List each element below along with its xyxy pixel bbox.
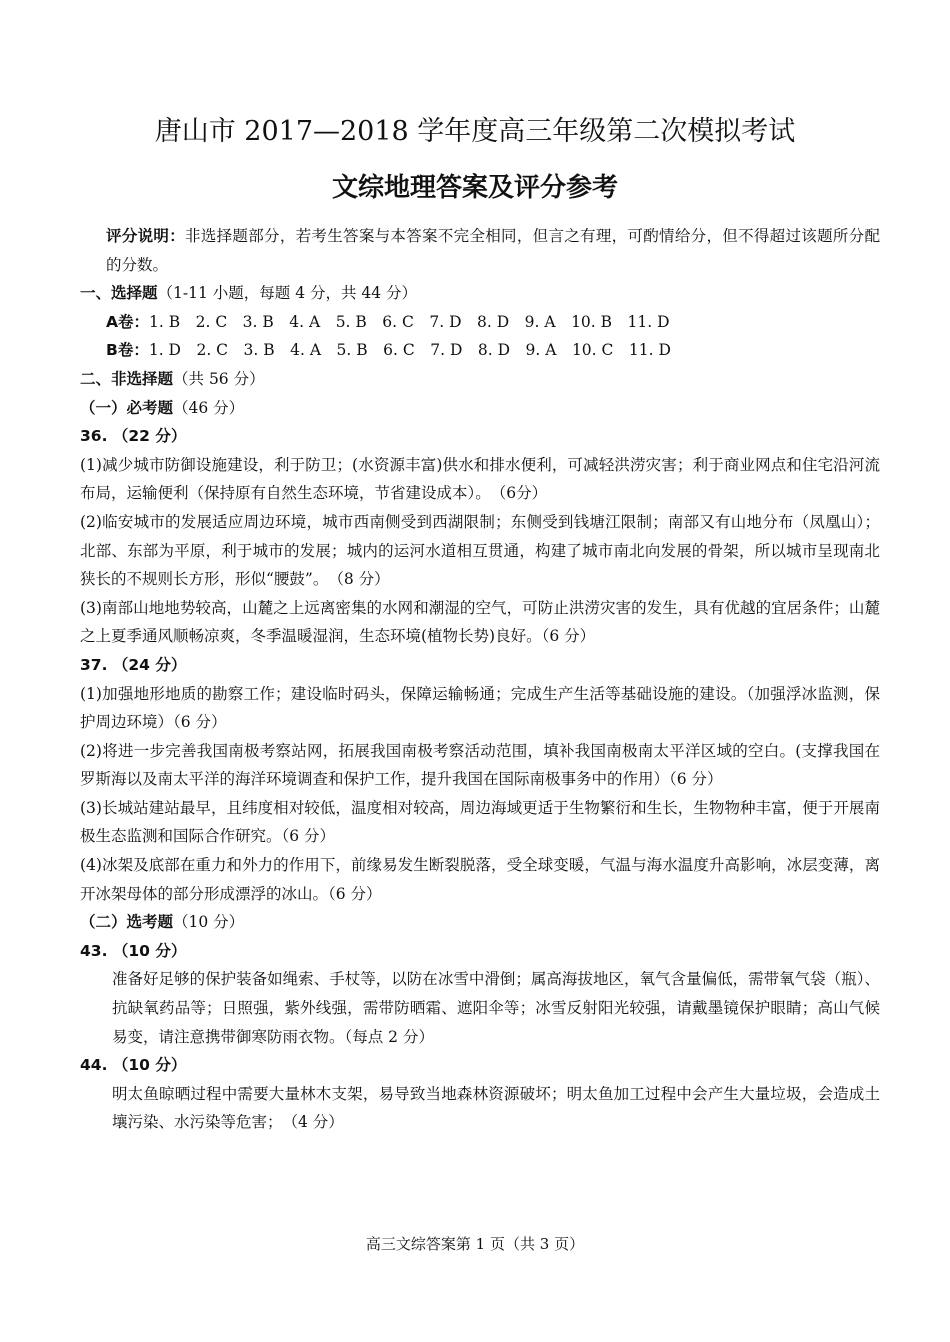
scoring-note-label: 评分说明：	[106, 227, 186, 245]
section-nonchoice-heading: 二、非选择题（共 56 分）	[80, 369, 265, 388]
document-title: 唐山市 2017—2018 学年度高三年级第二次模拟考试	[154, 116, 796, 147]
question-43-heading: 43. （10 分）	[80, 941, 187, 960]
question-43-answer: 准备好足够的保护装备如绳索、手杖等，以防在冰雪中滑倒；属高海拔地区，氧气含量偏低，需带氧气袋（瓶）、抗缺氧药品等；日照强，紫外线强，需带防晒霜、遮阳伞等；冰雪反射阳光较强，请戴墨镜保护眼睛；高山气候易变，请注意携带御寒防雨衣物。（每点 2 分）	[112, 970, 880, 1046]
question-36-part-3: (3)南部山地地势较高，山麓之上远离密集的水网和潮湿的空气，可防止洪涝灾害的发生，具有优越的宜居条件；山麓之上夏季通风顺畅凉爽，冬季温暖湿润，生态环境(植物长势)良好。（6 分）	[80, 598, 880, 646]
optional-heading: （二）选考题（10 分）	[80, 913, 245, 932]
document-subtitle: 文综地理答案及评分参考	[331, 173, 618, 203]
question-37-heading: 37. （24 分）	[80, 655, 187, 674]
question-37-part-1: (1)加强地形地质的勘察工作；建设临时码头，保障运输畅通；完成生产生活等基础设施的建设。（加强浮冰监测，保护周边环境）（6 分）	[80, 684, 880, 732]
answers-paper-b: B卷：1. D 2. C 3. B 4. A 5. B 6. C 7. D 8. D 9. A 10. C 11. D	[106, 341, 671, 360]
document-body	[80, 222, 880, 1137]
question-37-part-4: (4)冰架及底部在重力和外力的作用下，前缘易发生断裂脱落，受全球变暖，气温与海水温度升高影响，冰层变薄，离开冰架母体的部分形成漂浮的冰山。（6 分）	[80, 856, 880, 903]
page-footer: 高三文综答案第 1 页（共 3 页）	[365, 1235, 585, 1253]
question-36-heading: 36. （22 分）	[80, 427, 187, 446]
section-choice-heading: 一、选择题（1-11 小题，每题 4 分，共 44 分）	[80, 284, 418, 303]
question-36-part-1: (1)减少城市防御设施建设，利于防卫；(水资源丰富)供水和排水便利，可减轻洪涝灾害；利于商业网点和住宅沿河流布局，运输便利（保持原有自然生态环境，节省建设成本）。 （6分）	[80, 455, 880, 503]
question-37-part-2: (2)将进一步完善我国南极考察站网，拓展我国南极考察活动范围，填补我国南极南太平洋区域的空白。(支撑我国在罗斯海以及南太平洋的海洋环境调查和保护工作，提升我国在国际南极事务中的作用）（6 分）	[80, 741, 880, 789]
scoring-note	[80, 222, 880, 279]
answers-paper-a: A卷：1. B 2. C 3. B 4. A 5. B 6. C 7. D 8. D 9. A 10. B 11. D	[106, 312, 670, 331]
question-44-heading: 44. （10 分）	[80, 1056, 187, 1075]
question-36-part-2: (2)临安城市的发展适应周边环境，城市西南侧受到西湖限制；东侧受到钱塘江限制；南部又有山地分布（凤凰山）；北部、东部为平原，利于城市的发展；城内的运河水道相互贯通，构建了城市南北向发展的骨架，所以城市呈现南北狭长的不规则长方形，形似“腰鼓”。 （8 分）	[80, 512, 880, 589]
question-44-answer: 明太鱼晾晒过程中需要大量林木支架，易导致当地森林资源破坏；明太鱼加工过程中会产生大量垃圾，会造成土壤污染、水污染等危害； （4 分）	[112, 1084, 880, 1132]
required-heading: （一）必考题（46 分）	[80, 398, 245, 417]
scoring-note-text: 非选择题部分，若考生答案与本答案不完全相同，但言之有理，可酌情给分，但不得超过该题所分配的分数。	[106, 227, 880, 274]
question-37-part-3: (3)长城站建站最早，且纬度相对较低，温度相对较高，周边海域更适于生物繁衍和生长，生物物种丰富，便于开展南极生态监测和国际合作研究。（6 分）	[80, 798, 880, 846]
